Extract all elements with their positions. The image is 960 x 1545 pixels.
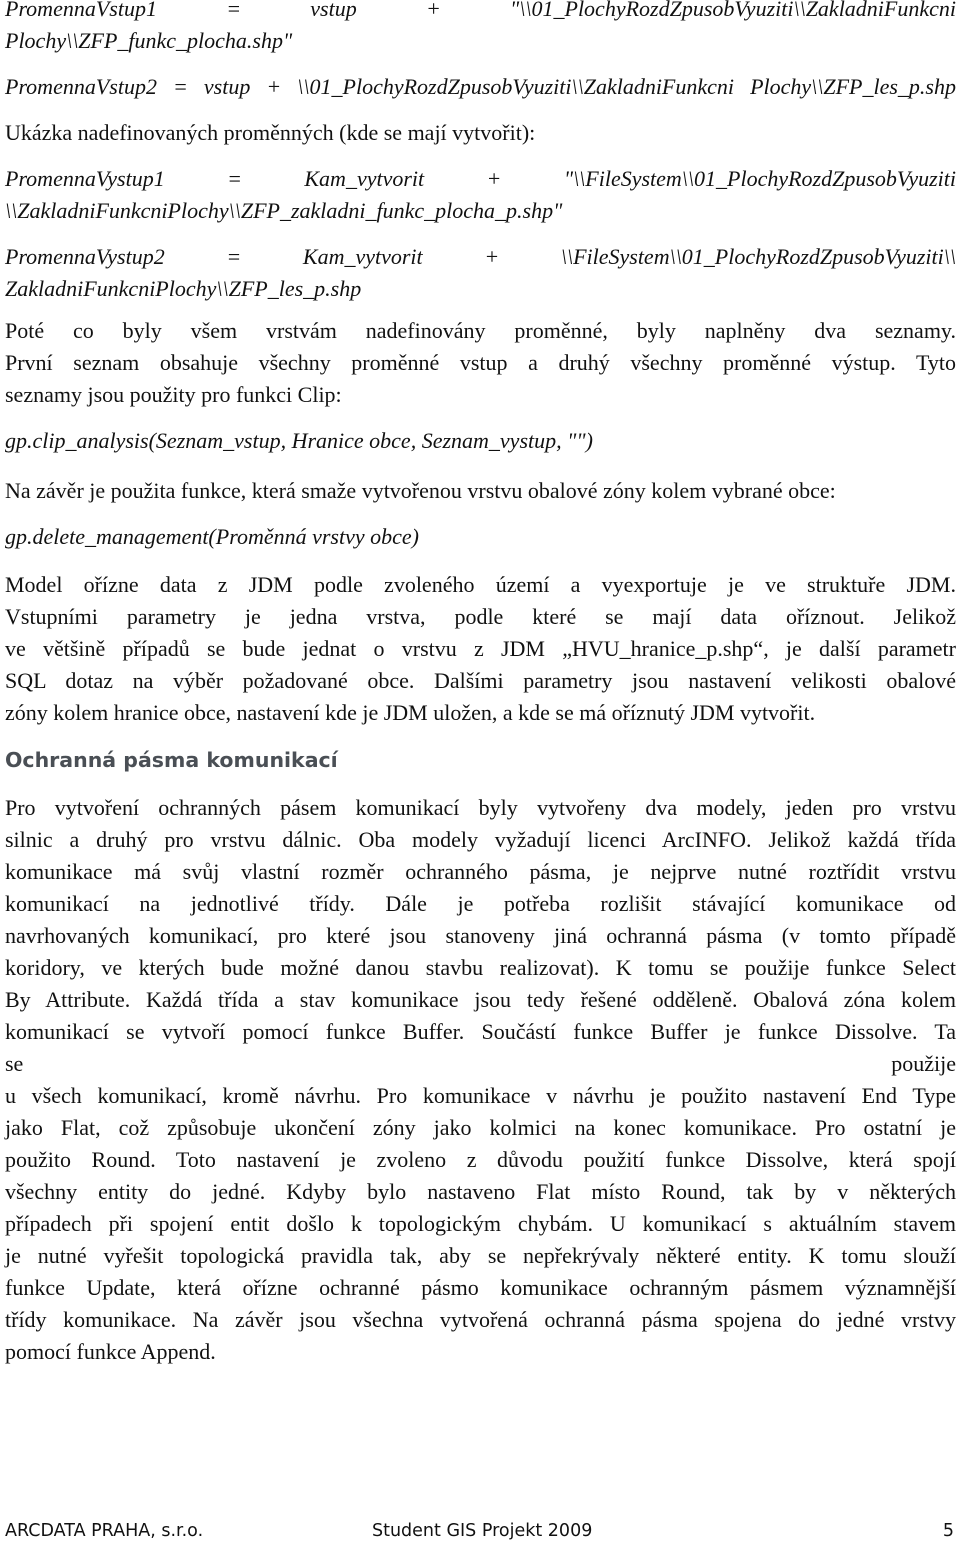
paragraph-line: koridory, ve kterých bude možné danou stavbu realizovat). K tomu se použije funkce Select: [5, 955, 956, 980]
paragraph-line: seznamy jsou použity pro funkci Clip:: [5, 382, 342, 407]
paragraph-line: Model ořízne data z JDM podle zvoleného území a vyexportuje je ve struktuře JDM.: [5, 572, 956, 597]
paragraph-line: se použije: [5, 1051, 956, 1076]
paragraph-line: silnic a druhý pro vrstvu dálnic. Oba modely vyžadují licenci ArcINFO. Jelikož každá třída: [5, 827, 956, 852]
footer-page-number: 5: [942, 1521, 954, 1541]
paragraph-line: komunikací na jednotlivé třídy. Dále je potřeba rozlišit stávající komunikace od: [5, 891, 956, 916]
section-heading: Ochranná pásma komunikací: [5, 748, 338, 772]
code-line-vstup1: PromennaVstup1 = vstup + "\\01_PlochyRozdZpusobVyuziti\\ZakladniFunkcni: [5, 0, 956, 21]
paragraph-line: Poté co byly všem vrstvám nadefinovány proměnné, byly naplněny dva seznamy.: [5, 318, 956, 343]
paragraph-line: jako Flat, což způsobuje ukončení zóny jako kolmici na konec komunikace. Pro ostatní je: [5, 1115, 956, 1140]
paragraph-line: zóny kolem hranice obce, nastavení kde je JDM uložen, a kde se má oříznutý JDM vytvořit.: [5, 700, 816, 725]
paragraph-line: Pro vytvoření ochranných pásem komunikací byly vytvořeny dva modely, jeden pro vrstvu: [5, 795, 956, 820]
code-line-vystup2: PromennaVystup2 = Kam_vytvorit + \\FileSystem\\01_PlochyRozdZpusobVyuziti\\: [5, 244, 956, 269]
footer-company: ARCDATA PRAHA, s.r.o.: [5, 1521, 204, 1541]
paragraph-line: komunikací se vytvoří pomocí funkce Buffer. Součástí funkce Buffer je funkce Dissolve. Ta: [5, 1019, 956, 1044]
paragraph-line: funkce Update, která ořízne ochranné pásmo komunikace ochranným pásmem významnější: [5, 1275, 956, 1300]
paragraph-line: všechny entity do jedné. Kdyby bylo nastaveno Flat místo Round, tak by v některých: [5, 1179, 956, 1204]
code-clip-analysis: gp.clip_analysis(Seznam_vstup, Hranice obce, Seznam_vystup, ""): [5, 428, 593, 453]
code-line-vstup1-cont: Plochy\\ZFP_funkc_plocha.shp": [5, 28, 293, 53]
paragraph-line: je nutné vyřešit topologická pravidla tak, aby se nepřekrývaly některé entity. K tomu slouží: [5, 1243, 956, 1268]
code-line-vstup2: PromennaVstup2 = vstup + \\01_PlochyRozdZpusobVyuziti\\ZakladniFunkcni Plochy\\ZFP_les_p.shp: [5, 74, 956, 99]
paragraph-line: SQL dotaz na výběr požadované obce. Dalšími parametry jsou nastavení velikosti obalové: [5, 668, 956, 693]
paragraph-line: První seznam obsahuje všechny proměnné vstup a druhý všechny proměnné výstup. Tyto: [5, 350, 956, 375]
paragraph-line: Vstupními parametry je jedna vrstva, podle které se mají data oříznout. Jelikož: [5, 604, 956, 629]
example-intro: Ukázka nadefinovaných proměnných (kde se mají vytvořit):: [5, 120, 536, 145]
paragraph-line: třídy komunikace. Na závěr jsou všechna vytvořená ochranná pásma spojena do jedné vrstvy: [5, 1307, 956, 1332]
paragraph-line: použito Round. Toto nastavení je zvoleno z důvodu použití funkce Dissolve, která spojí: [5, 1147, 956, 1172]
code-line-vystup2-cont: ZakladniFunkcniPlochy\\ZFP_les_p.shp: [5, 276, 362, 301]
paragraph-line: případech při spojení entit došlo k topologickým chybám. U komunikací s aktuálním stavem: [5, 1211, 956, 1236]
code-line-vystup1: PromennaVystup1 = Kam_vytvorit + "\\FileSystem\\01_PlochyRozdZpusobVyuziti: [5, 166, 956, 191]
paragraph-line: By Attribute. Každá třída a stav komunikace jsou tedy řešené odděleně. Obalová zóna kolem: [5, 987, 956, 1012]
paragraph-line: komunikace má svůj vlastní rozměr ochranného pásma, je nejprve nutné roztřídit vrstvu: [5, 859, 956, 884]
paragraph-line: pomocí funkce Append.: [5, 1339, 216, 1364]
code-delete-management: gp.delete_management(Proměnná vrstvy obce): [5, 524, 419, 549]
code-line-vystup1-cont: \\ZakladniFunkcniPlochy\\ZFP_zakladni_funkc_plocha_p.shp": [5, 198, 563, 223]
paragraph-line: navrhovaných komunikací, pro které jsou stanoveny jiná ochranná pásma (v tomto případě: [5, 923, 956, 948]
paragraph-line: ve většině případů se bude jednat o vrstvu z JDM „HVU_hranice_p.shp“, je další parametr: [5, 636, 956, 661]
footer-project: Student GIS Projekt 2009: [372, 1521, 593, 1541]
paragraph-line: u všech komunikací, kromě návrhu. Pro komunikace v návrhu je použito nastavení End Type: [5, 1083, 956, 1108]
paragraph-line: Na závěr je použita funkce, která smaže vytvořenou vrstvu obalové zóny kolem vybrané obce:: [5, 478, 836, 503]
